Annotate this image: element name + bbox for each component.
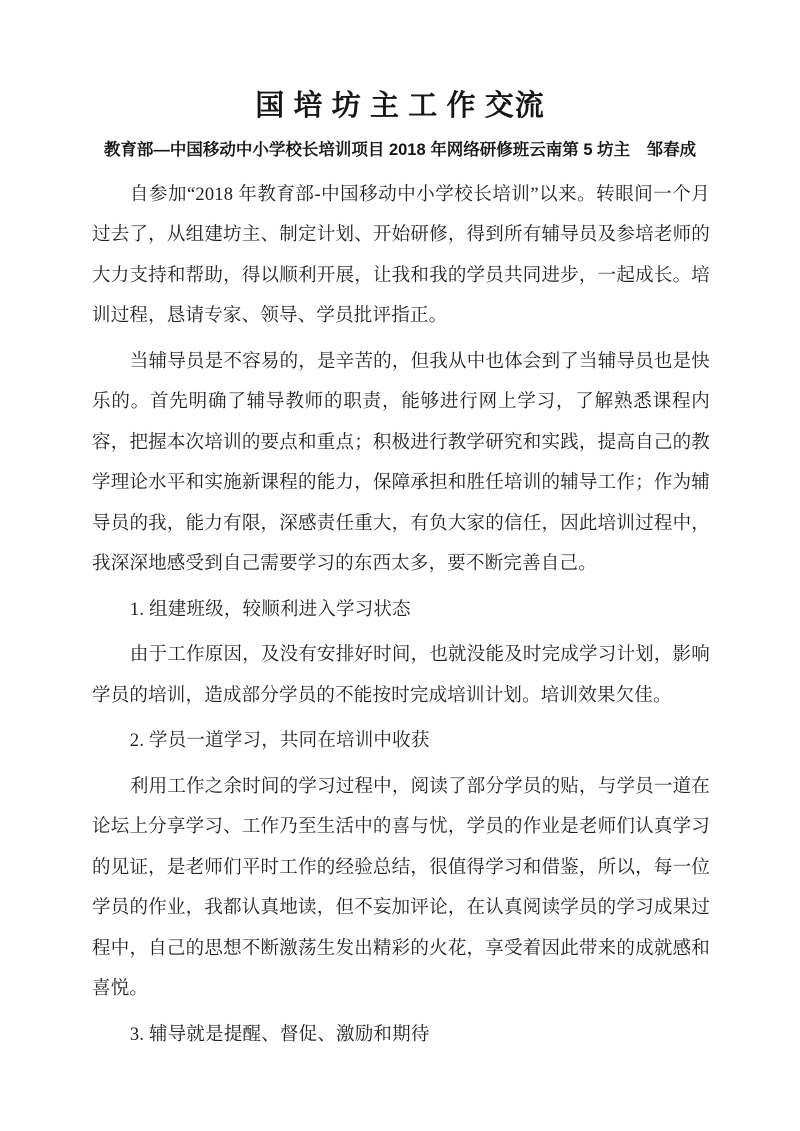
body-paragraph: 利用工作之余时间的学习过程中，阅读了部分学员的贴，与学员一道在论坛上分享学习、工作乃至生活中的喜与忧，学员的作业是老师们认真学习的见证，是老师们平时工作的经验总结，很值得学习和借鉴，所以，每一位学员的作业，我都认真地读，但不妄加评论，在认真阅读学员的学习成果过程中，自己的思想不断激荡生发出精彩的火花，享受着因此带来的成就感和喜悦。: [92, 776, 710, 1000]
document-body: [92, 175, 710, 1056]
section-heading: 3. 辅导就是提醒、督促、激励和期待: [129, 1024, 430, 1045]
section-heading: 1. 组建班级，较顺利进入学习状态: [129, 599, 411, 620]
section-heading: 2. 学员一道学习，共同在培训中收获: [129, 731, 430, 752]
document-title: 国 培 坊 主 工 作 交流: [255, 90, 545, 122]
body-paragraph: 由于工作原因，及没有安排好时间，也就没能及时完成学习计划，影响学员的培训，造成部分学员的不能按时完成培训计划。培训效果欠佳。: [92, 645, 710, 706]
body-paragraph: 自参加“2018 年教育部-中国移动中小学校长培训”以来。转眼间一个月过去了，从组建坊主、制定计划、开始研修，得到所有辅导员及参培老师的大力支持和帮助，得以顺利开展，让我和我的学员共同进步，一起成长。培训过程，恳请专家、领导、学员批评指正。: [92, 184, 710, 327]
body-paragraph: 当辅导员是不容易的，是辛苦的，但我从中也体会到了当辅导员也是快乐的。首先明确了辅导教师的职责，能够进行网上学习，了解熟悉课程内容，把握本次培训的要点和重点；积极进行教学研究和实践，提高自己的教学理论水平和实施新课程的能力，保障承担和胜任培训的辅导工作；作为辅导员的我，能力有限，深感责任重大，有负大家的信任，因此培训过程中，我深深地感受到自己需要学习的东西太多，要不断完善自己。: [92, 351, 710, 575]
document-byline: 教育部—中国移动中小学校长培训项目 2018 年网络研修班云南第 5 坊主 邹春成: [103, 141, 697, 160]
